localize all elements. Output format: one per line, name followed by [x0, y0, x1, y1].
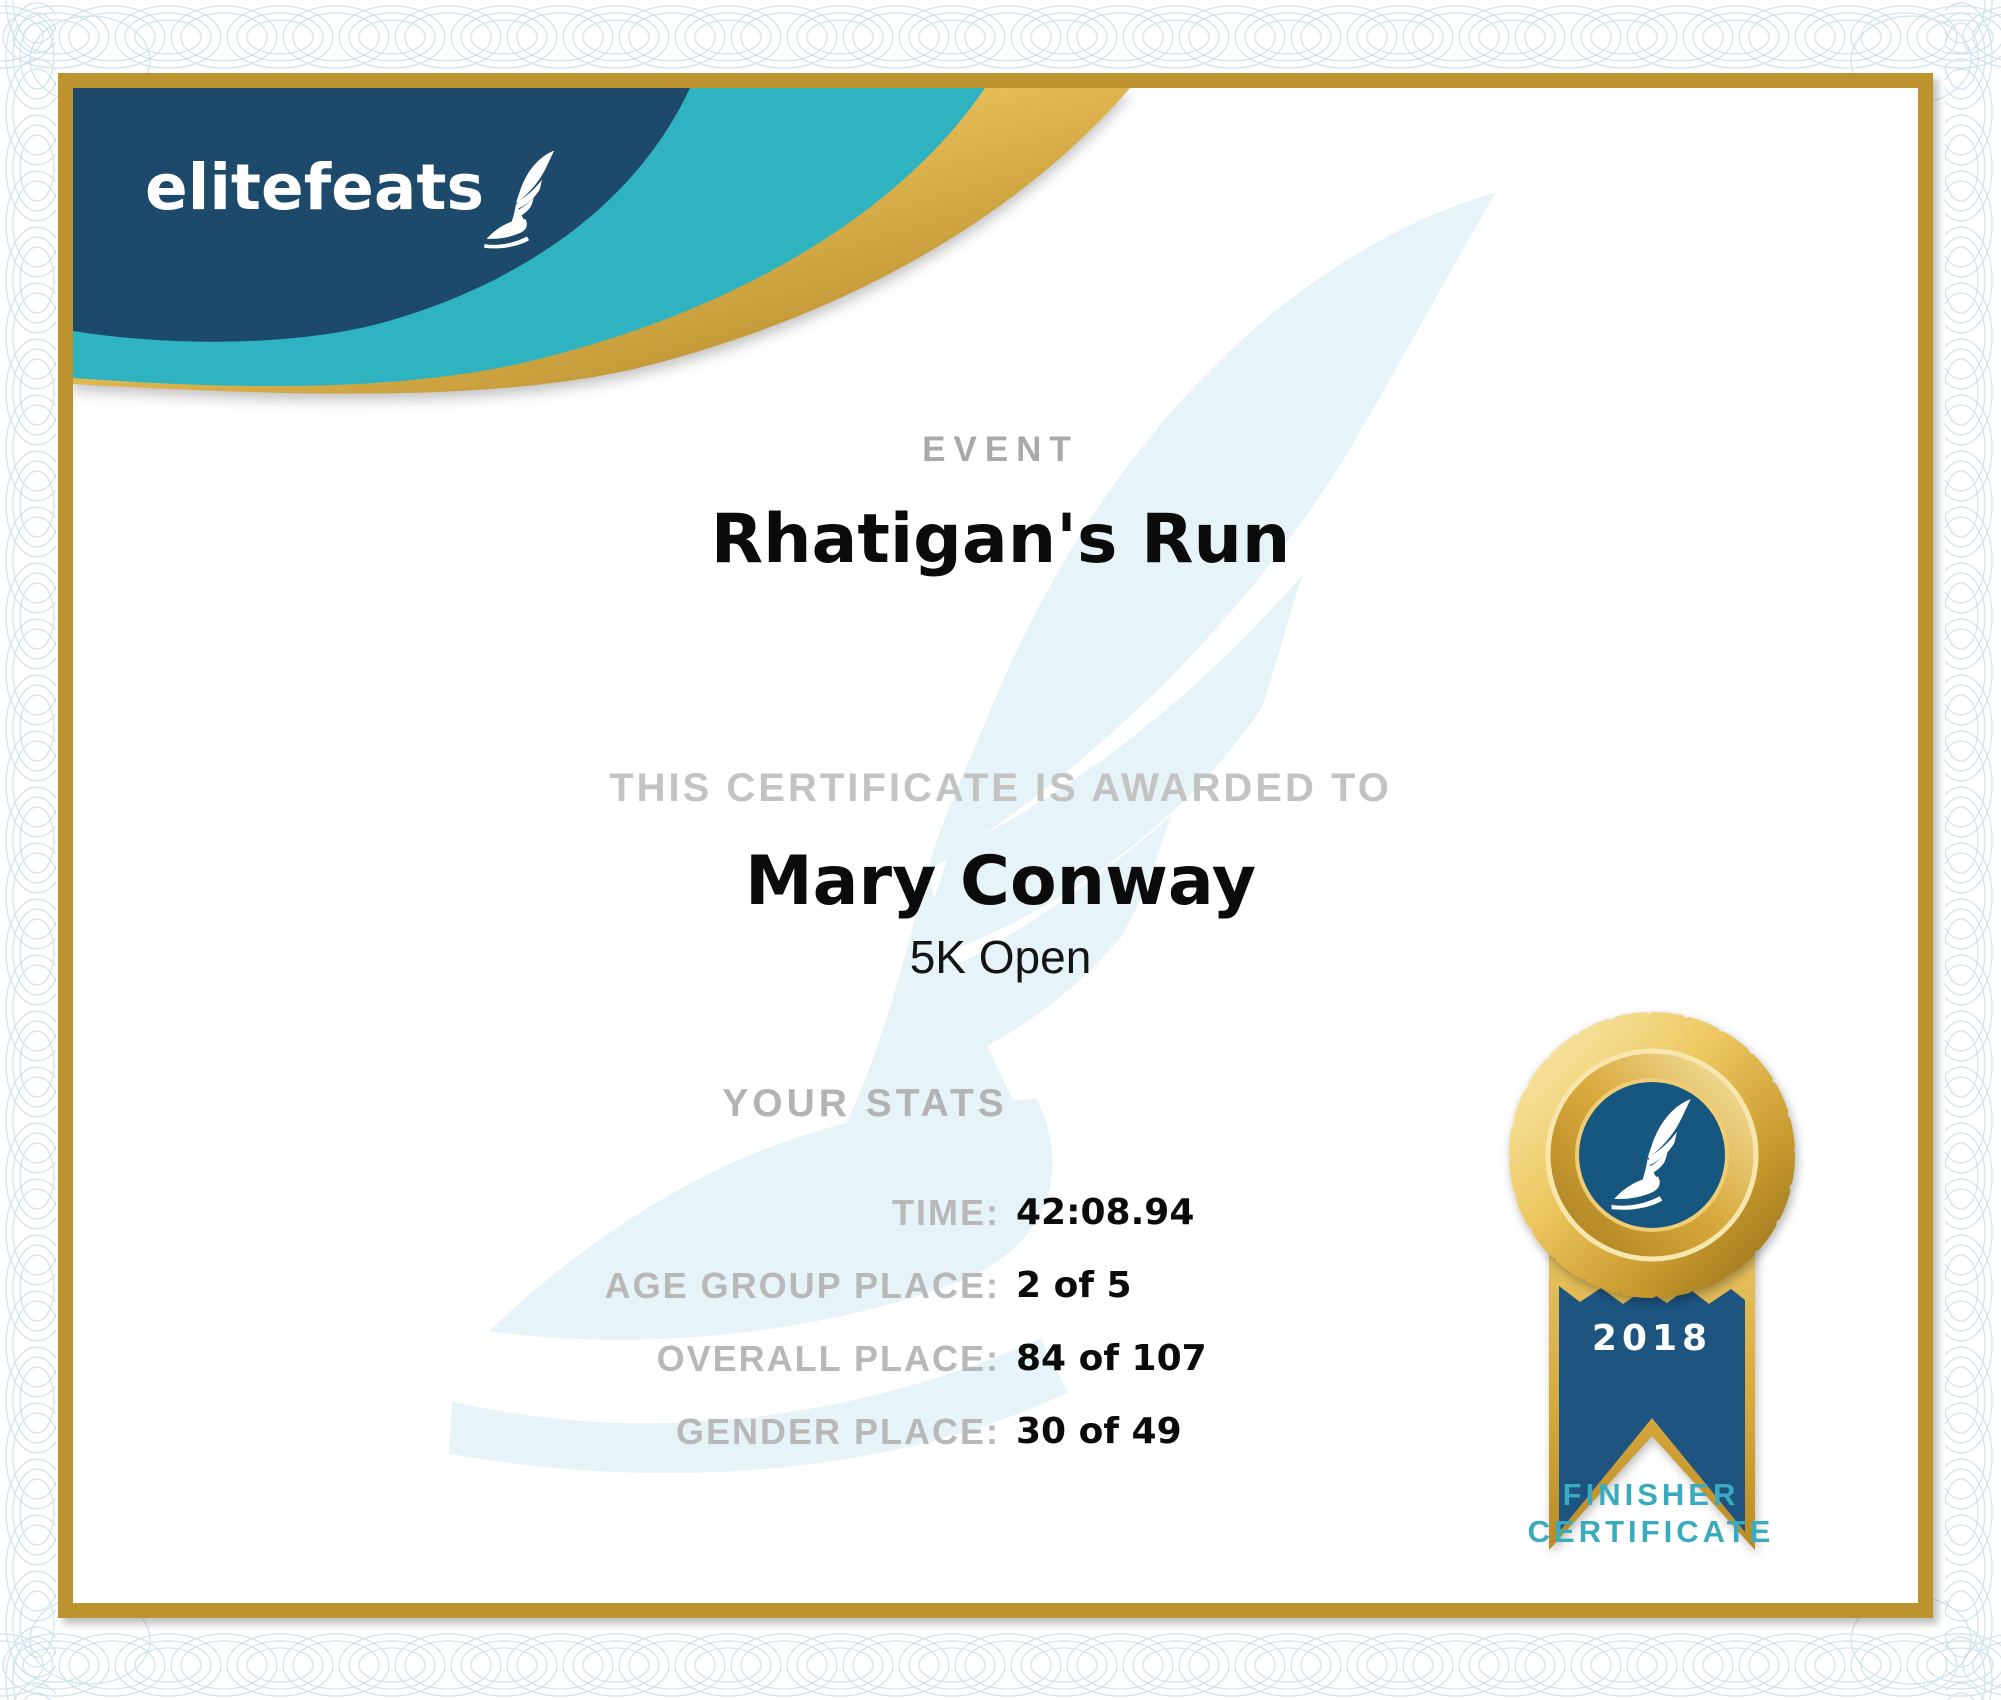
badge-year: 2018 [1591, 1318, 1713, 1359]
stat-value-overall-place: 84 of 107 [1016, 1338, 1207, 1379]
stat-label-gender-place: GENDER PLACE: [675, 1411, 1000, 1452]
stats-heading: YOUR STATS [722, 1082, 1008, 1125]
badge-caption [1451, 1476, 1851, 1550]
brand-logo [145, 138, 558, 252]
stat-label-time: TIME: [892, 1192, 1000, 1233]
recipient-name: Mary Conway [744, 842, 1257, 921]
stat-label-overall-place: OVERALL PLACE: [656, 1338, 1000, 1379]
stat-label-age-group-place: AGE GROUP PLACE: [604, 1265, 1000, 1306]
badge-caption-line1: FINISHER [1562, 1477, 1740, 1512]
race-division: 5K Open [909, 931, 1092, 983]
brand-logo-text: elitefeats [145, 151, 485, 224]
event-name: Rhatigan's Run [710, 500, 1291, 579]
gold-medallion [1516, 1019, 1788, 1291]
stat-value-time: 42:08.94 [1016, 1192, 1195, 1233]
event-label: EVENT [922, 430, 1079, 469]
stat-value-age-group-place: 2 of 5 [1016, 1265, 1132, 1306]
stat-value-gender-place: 30 of 49 [1016, 1411, 1182, 1452]
award-intro-line: THIS CERTIFICATE IS AWARDED TO [609, 766, 1392, 810]
winged-foot-icon [482, 148, 558, 252]
badge-caption-line2: CERTIFICATE [1527, 1514, 1775, 1549]
